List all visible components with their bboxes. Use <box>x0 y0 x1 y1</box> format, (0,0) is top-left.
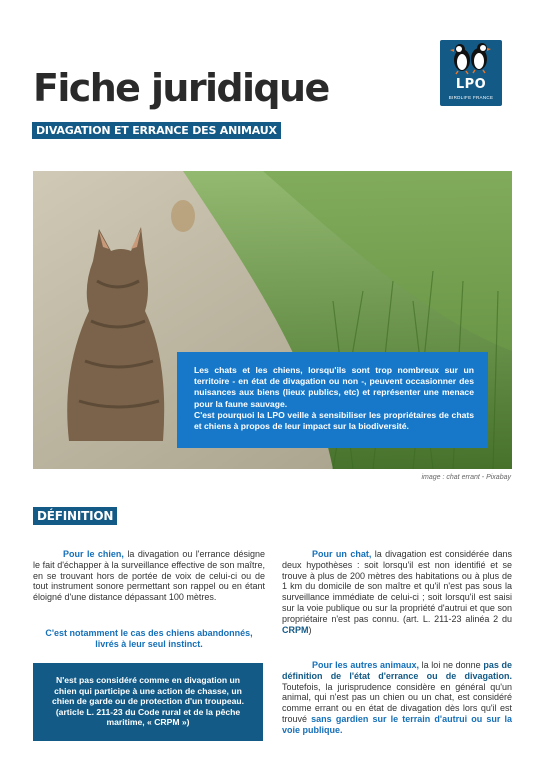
definition-cat-paragraph <box>282 549 512 635</box>
cat-text-end: ) <box>308 624 312 635</box>
other-lead: Pour les autres animaux, <box>312 660 419 670</box>
dog-lead: Pour le chien, <box>63 549 124 559</box>
cat-lead: Pour un chat, <box>312 549 372 559</box>
other-bold-2: sans gardien sur le terrain d'autrui ou sur la voie publique. <box>282 713 513 735</box>
logo-text: LPO <box>455 77 487 92</box>
page-subtitle: DIVAGATION ET ERRANCE DES ANIMAUX <box>32 122 281 139</box>
callout-paragraph-1: Les chats et les chiens, lorsqu'ils sont trop nombreux sur un territoire - en état de divagation ou non -, peuvent occasionner des nuisances aux biens (lieux publics, etc) et représenter une menace pour la faune sauvage. <box>194 365 474 409</box>
other-text: la loi ne donne <box>419 660 484 670</box>
other-bold: pas de définition de l'état d'errance ou de divagation. <box>282 660 512 681</box>
image-caption: image : chat errant - Pixabay <box>421 474 511 481</box>
exception-box: N'est pas considéré comme en divagation un chien qui participe à une action de chasse, un chien de garde ou de protection d'un troupeau. (article L. 211-23 du Code rural et de la pêche maritime, « CRPM ») <box>33 663 263 741</box>
abandoned-dogs-note: C'est notamment le cas des chiens abandonnés, livrés à leur seul instinct. <box>45 628 253 649</box>
other-text-2: Toutefois, la jurisprudence considère en général qu'un animal, qui n'est pas un chien ou un chat, est considéré comme errant ou en état de divagation dès lors qu'il est trouvé <box>282 681 512 724</box>
logo-subtext: BIRDLIFE FRANCE <box>448 95 494 100</box>
definition-dog-paragraph <box>33 549 265 603</box>
callout-paragraph-2: C'est pourquoi la LPO veille à sensibiliser les propriétaires de chats et chiens à propos de leur impact sur la biodiversité. <box>194 409 474 432</box>
page-title: Fiche juridique <box>33 66 329 110</box>
intro-callout <box>177 352 488 448</box>
section-heading-definition: DÉFINITION <box>33 507 117 525</box>
lpo-logo <box>440 40 502 106</box>
cat-text: la divagation est considérée dans deux hypothèses : soit lorsqu'il est non identifié et se trouve à plus de 200 mètres des habitations ou à plus de 1 km du domicile de son maître et qu'il n'est pas sous la surveillance immédiate de celui-ci ; soit lorsqu'il est saisi sur la voie publique ou sur la propriété d'autrui et que son propriétaire n'est pas connu. (art. L. 211-23 alinéa 2 du <box>282 549 512 624</box>
dog-text: la divagation ou l'errance désigne le fait d'échapper à la surveillance effective de son maître, en se trouvant hors de portée de voix de celui-ci ou de tout instrument sonore permettant son rappel ou en étant éloigné d'une distance dépassant 100 mètres. <box>33 549 265 603</box>
crpm-ref: CRPM <box>282 624 309 635</box>
definition-other-animals-paragraph <box>282 660 512 736</box>
